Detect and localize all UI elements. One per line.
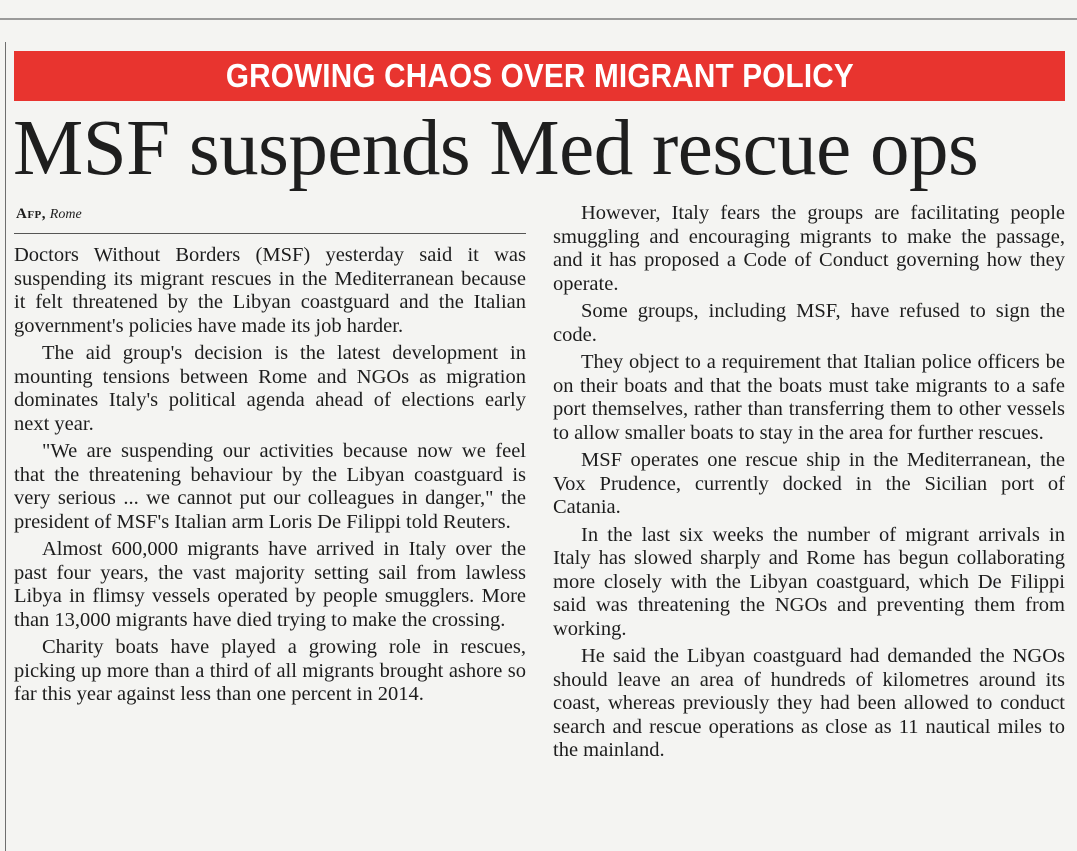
- article-paragraph: MSF operates one rescue ship in the Mediterranean, the Vox Prudence, currently docked in the Sicilian port of Catania.: [553, 449, 1065, 518]
- article-paragraph: They object to a requirement that Italian police officers be on their boats and that the boats must take migrants to a safe port themselves, rather than transferring them to other vessels to allow smaller boats to stay in the area for further rescues.: [553, 351, 1065, 444]
- article-paragraph: "We are suspending our activities because now we feel that the threatening behaviour by the Libyan coastguard is very serious ... we cannot put our colleagues in danger," the president of MSF's Italian arm Loris De Filippi told Reuters.: [14, 440, 526, 533]
- article-paragraph: Almost 600,000 migrants have arrived in Italy over the past four years, the vast majority setting sail from lawless Libya in flimsy vessels operated by people smugglers. More than 13,000 migrants have died trying to make the crossing.: [14, 538, 526, 631]
- byline-agency: Afp,: [16, 206, 47, 222]
- kicker-banner: [14, 51, 1065, 101]
- kicker-text: GROWING CHAOS OVER MIGRANT POLICY: [225, 57, 854, 94]
- article-column-left: [14, 244, 526, 711]
- article-paragraph: However, Italy fears the groups are facilitating people smuggling and encouraging migrants to make the passage, and it has proposed a Code of Conduct governing how they operate.: [553, 202, 1065, 295]
- article-paragraph: The aid group's decision is the latest development in mounting tensions between Rome and NGOs as migration dominates Italy's political agenda ahead of elections early next year.: [14, 342, 526, 435]
- article-paragraph: In the last six weeks the number of migrant arrivals in Italy has slowed sharply and Rome has begun collaborating more closely with the Libyan coastguard, which De Filippi said was threatening the NGOs and preventing them from working.: [553, 523, 1065, 640]
- article-column-right: [553, 202, 1065, 767]
- article-paragraph: He said the Libyan coastguard had demanded the NGOs should leave an area of hundreds of kilometres around its coast, whereas previously they had been allowed to conduct search and rescue operations as close as 11 nautical miles to the mainland.: [553, 645, 1065, 761]
- article-paragraph: Doctors Without Borders (MSF) yesterday said it was suspending its migrant rescues in the Mediterranean because it felt threatened by the Libyan coastguard and the Italian government's policies have made its job harder.: [14, 244, 526, 337]
- byline-divider: [14, 233, 526, 234]
- left-column-rule: [5, 42, 6, 851]
- byline-dateline: Rome: [49, 207, 82, 222]
- top-divider: [0, 18, 1077, 20]
- article-paragraph: Some groups, including MSF, have refused to sign the code.: [553, 300, 1065, 346]
- article-paragraph: Charity boats have played a growing role in rescues, picking up more than a third of all migrants brought ashore so far this year against less than one percent in 2014.: [14, 636, 526, 705]
- headline: MSF suspends Med rescue ops: [13, 105, 979, 192]
- byline: [16, 203, 82, 226]
